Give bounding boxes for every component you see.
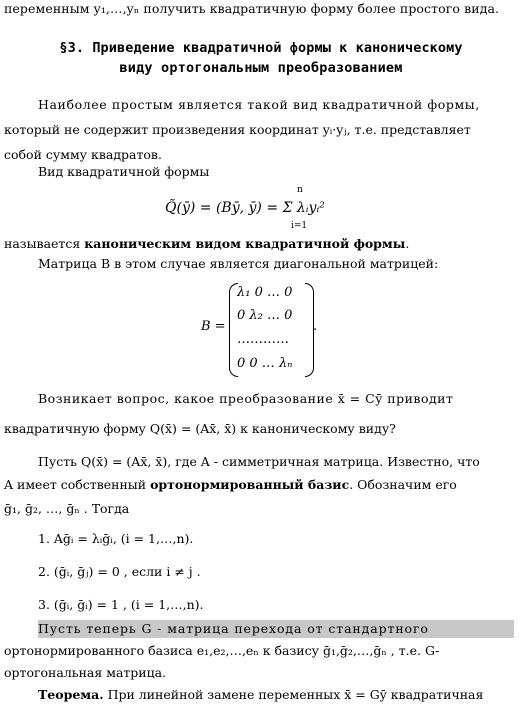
transition-line2: ортонормированного базиса e₁,e₂,…,eₙ к базису ḡ₁,ḡ₂,…,ḡₙ , т.е. G-	[4, 643, 440, 658]
sum-lower-limit: i=1	[291, 221, 308, 231]
question-line1: Возникает вопрос, какое преобразование x̄ = Cȳ приводит	[38, 391, 454, 406]
matrix-row: …………	[237, 332, 289, 347]
let-line3: ḡ₁, ḡ₂, …, ḡₙ . Тогда	[4, 501, 130, 516]
para2: Вид квадратичной формы	[38, 164, 210, 179]
matrix-label: B =	[201, 319, 226, 334]
canonical-definition	[4, 235, 409, 253]
quadratic-form-formula: Q̃(ȳ) = (Bȳ, ȳ) = Σ λᵢyᵢ²	[165, 200, 325, 216]
sum-upper-limit: n	[297, 185, 303, 195]
matrix-row: λ₁ 0 … 0	[237, 285, 293, 300]
transition-line3: ортогональная матрица.	[4, 665, 167, 680]
canonical-suffix: .	[405, 236, 410, 251]
property-item-2: 2. (ḡᵢ, ḡⱼ) = 0 , если i ≠ j .	[38, 564, 201, 579]
section-heading-line1: §3. Приведение квадратичной формы к каноническому	[59, 40, 463, 56]
canonical-term: каноническим видом квадратичной формы	[84, 236, 406, 251]
let-line2-pre: A имеет собственный	[4, 477, 151, 492]
para1-line2: который не содержит произведения координат yᵢ·yⱼ, т.е. представляет	[4, 122, 471, 137]
para1-line1: Наиболее простым является такой вид квадратичной формы,	[38, 97, 480, 112]
property-item-1: 1. Aḡᵢ = λᵢḡᵢ, (i = 1,…,n).	[38, 531, 194, 546]
matrix-row: 0 0 … λₙ	[237, 356, 293, 371]
top-line: переменным y₁,…,yₙ получить квадратичную форму более простого вида.	[4, 1, 500, 16]
theorem-label: Теорема.	[38, 687, 104, 702]
orthonormal-basis-term: ортонормированный базис	[150, 477, 350, 492]
transition-line1: Пусть теперь G - матрица перехода от стандартного	[38, 620, 514, 638]
canonical-prefix: называется	[4, 236, 85, 251]
section-heading-line2: виду ортогональным преобразованием	[119, 60, 403, 76]
theorem-line	[38, 686, 483, 704]
para1-line3: собой сумму квадратов.	[4, 147, 162, 162]
theorem-text: При линейной замене переменных x̄ = Gȳ квадратичная	[103, 687, 484, 702]
matrix-intro: Матрица B в этом случае является диагональной матрицей:	[38, 256, 439, 271]
question-line2: квадратичную форму Q(x̄) = (Ax̄, x̄) к каноническому виду?	[4, 421, 396, 436]
matrix-trailing-dot: .	[313, 319, 318, 334]
let-line2-post: . Обозначим его	[349, 477, 457, 492]
let-line2	[4, 476, 457, 494]
property-item-3: 3. (ḡᵢ, ḡᵢ) = 1 , (i = 1,…,n).	[38, 597, 204, 612]
diagonal-matrix	[201, 281, 331, 377]
matrix-row: 0 λ₂ … 0	[237, 308, 293, 323]
let-line1: Пусть Q(x̄) = (Ax̄, x̄), где A - симметричная матрица. Известно, что	[38, 454, 480, 469]
